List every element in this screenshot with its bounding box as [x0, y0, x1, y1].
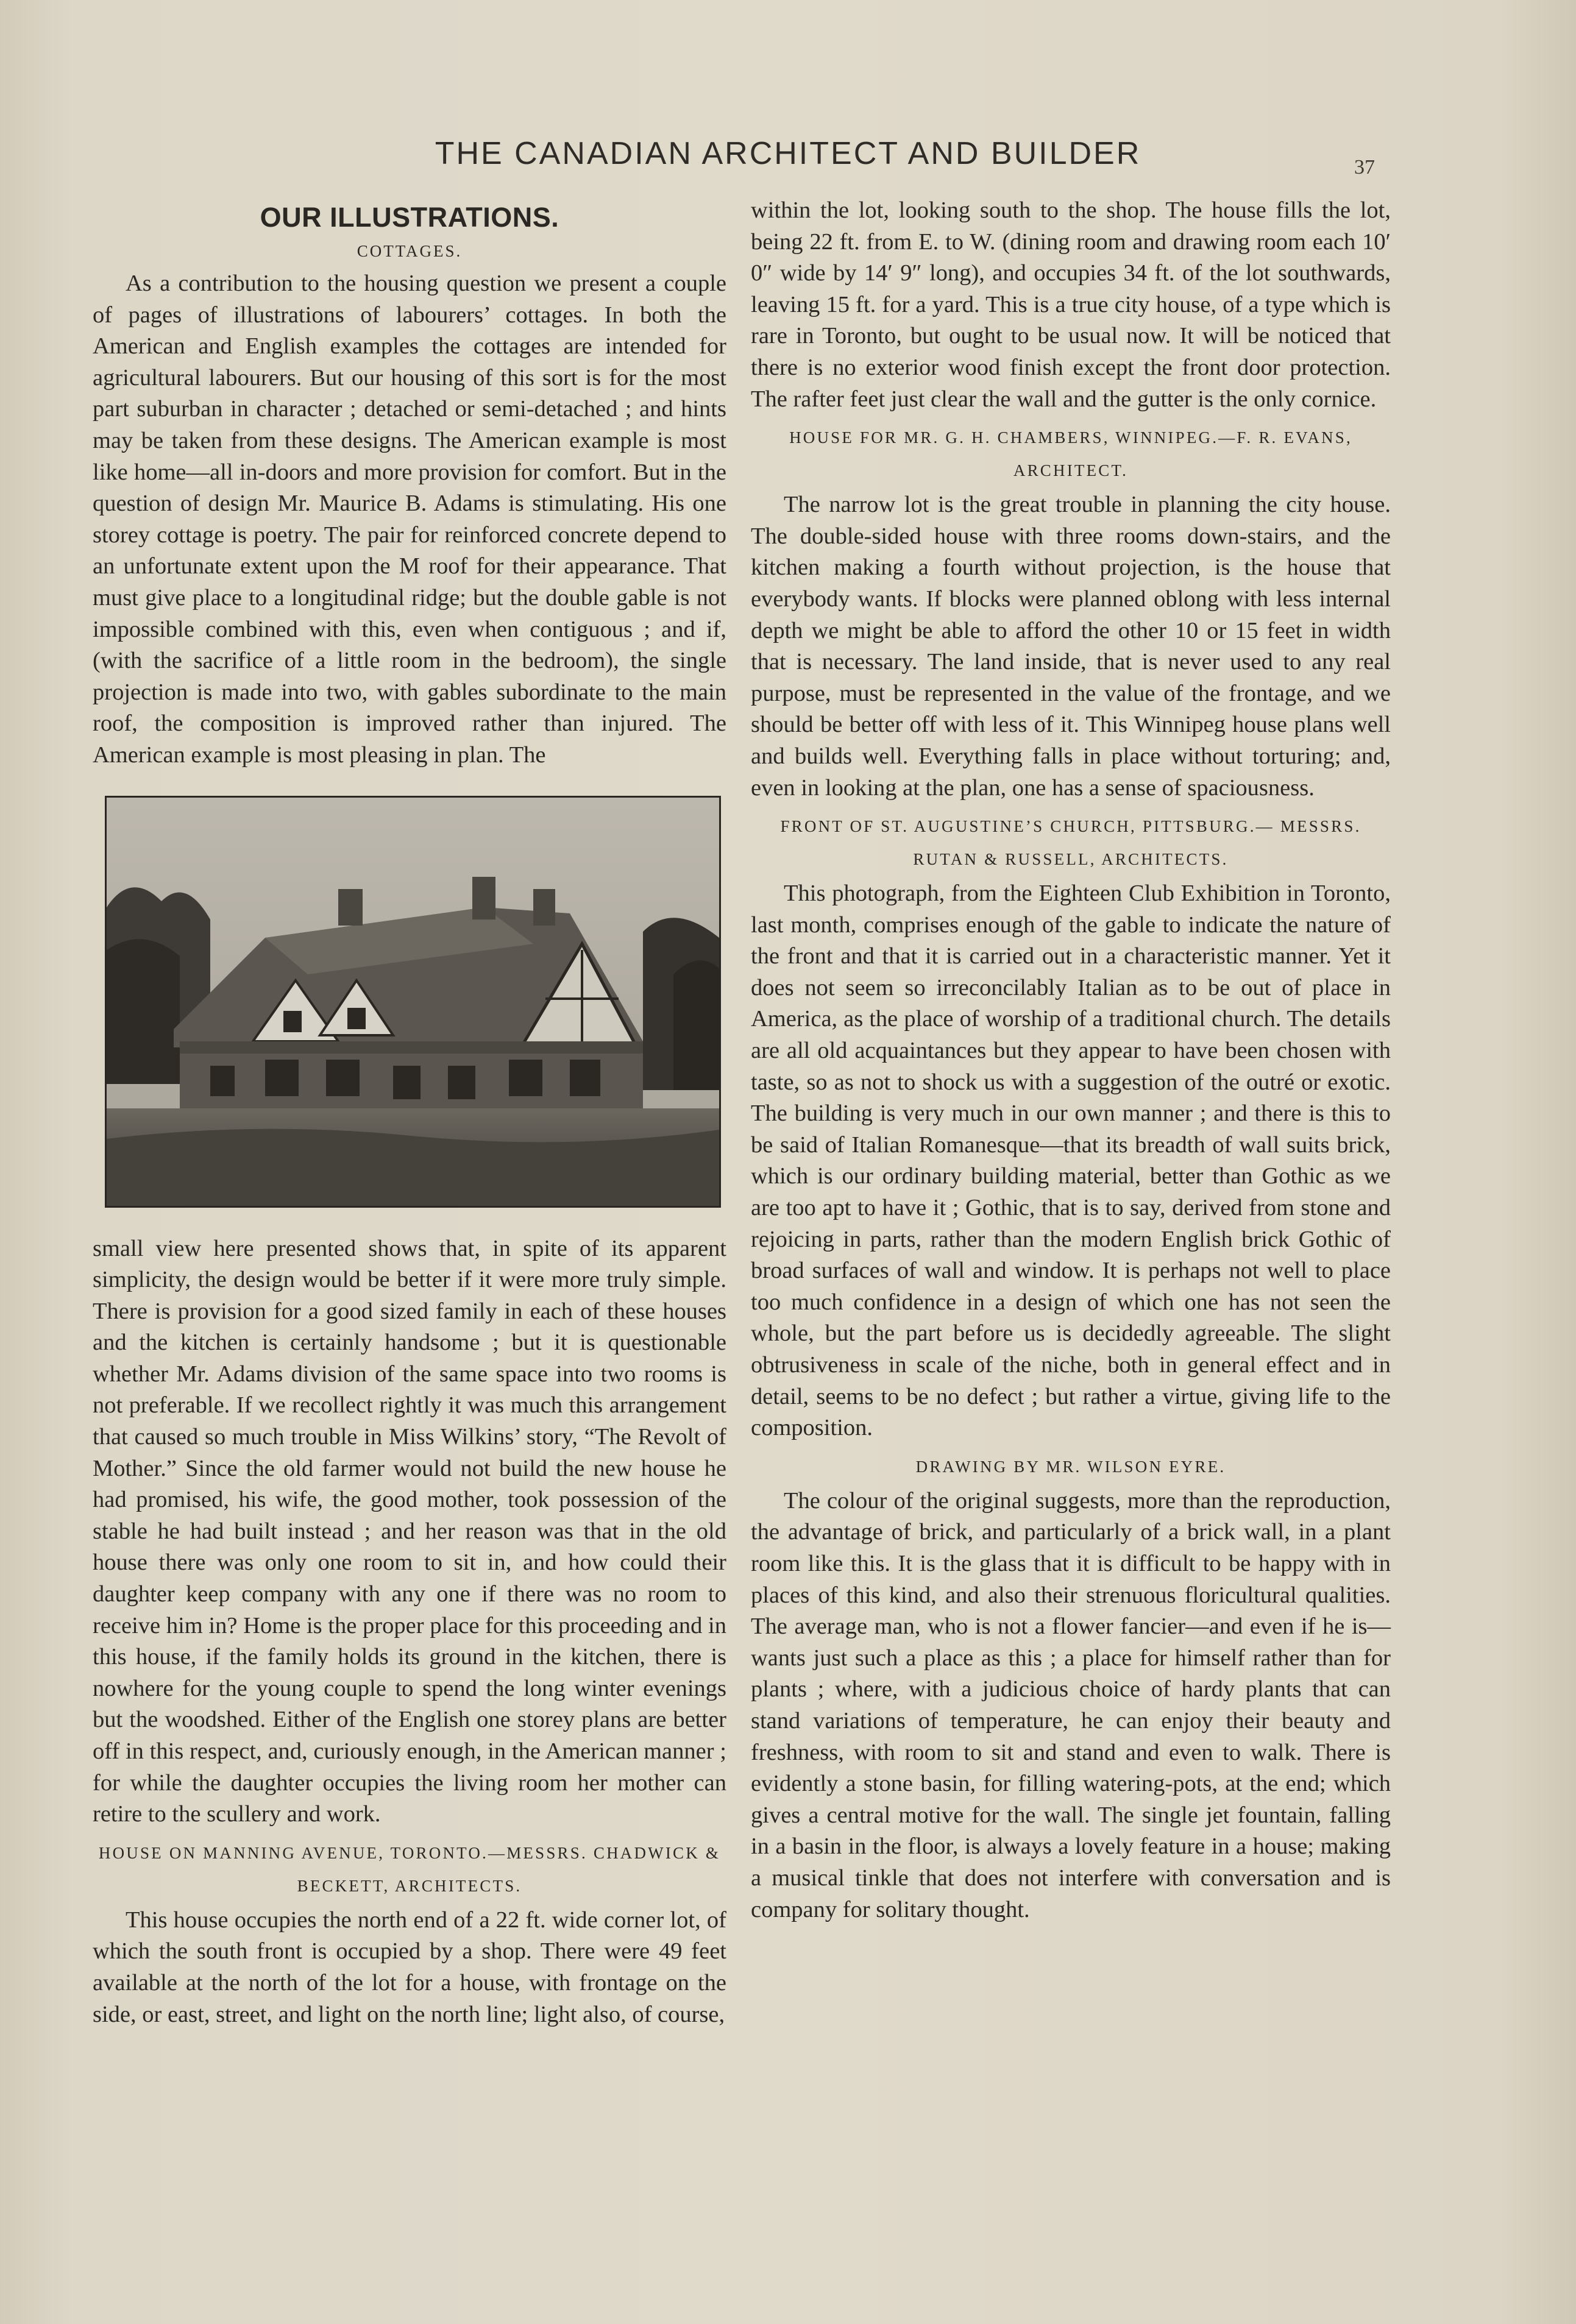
cottage-photo-image: [107, 798, 719, 1206]
running-title: THE CANADIAN ARCHITECT AND BUILDER: [435, 136, 1141, 171]
body-paragraph: The colour of the original suggests, more than the reproduction, the advantage of brick, and particularly of a brick wall, in a plant room like this. It is the glass that it is difficult to be happy with in places of this kind, and also their strenuous floricultural qualities. The average man, who is not a flower fancier—and even if he is—wants just such a place as this ; a place for himself rather than for plants ; where, with a judicious choice of hardy plants that can stand variations of temperature, he can enjoy their beauty and freshness, with room to sit and stand and even to walk. There is evidently a stone basin, for filling watering-pots, at the end; which gives a central motive for the wall. The single jet fountain, falling in a basin in the floor, is always a lovely feature in a house; making a musical tinkle that does not interfere with conversation and is company for solitary thought.: [751, 1487, 1391, 1922]
caption-wilson-eyre-drawing: DRAWING BY MR. WILSON EYRE.: [915, 1457, 1226, 1476]
caption-st-augustine-church: FRONT OF ST. AUGUSTINE’S CHURCH, PITTSBURG.— MESSRS. RUTAN & RUSSELL, ARCHITECTS.: [780, 817, 1361, 869]
page-number: 37: [1354, 156, 1375, 179]
caption-chambers-house: HOUSE FOR MR. G. H. CHAMBERS, WINNIPEG.—F. R. EVANS, ARCHITECT.: [789, 428, 1352, 480]
right-column: [751, 195, 1391, 1925]
section-title: OUR ILLUSTRATIONS.: [260, 202, 559, 233]
body-paragraph: This house occupies the north end of a 22 ft. wide corner lot, of which the south front is occupied by a shop. There were 49 feet available at the north of the lot for a house, with frontage on the side, or east, street, and light on the north line; light also, of course,: [93, 1907, 726, 2027]
body-paragraph: small view here presented shows that, in spite of its apparent simplicity, the design would be better if it were more truly simple. There is provision for a good sized family in each of these houses and the kitchen is certainly handsome ; but it is questionable whether Mr. Adams division of the same space into two rooms is not preferable. If we recollect rightly it was much this arrangement that caused so much trouble in Miss Wilkins’ story, “The Revolt of Mother.” Since the old farmer would not build the new house he had promised, his wife, the good mother, took possession of the stable he had built instead ; and her reason was that in the old house there was only one room to sit in, and how could their daughter keep company with any one if there was no room to receive him in? Home is the proper place for this proceeding and in this house, if the family holds its ground in the kitchen, there is nowhere for the young couple to spend the long winter evenings but the woodshed. Either of the English one storey plans are better off in this respect, and, curiously enough, in the American manner ; for while the daughter occupies the living room her mother can retire to the scullery and work.: [93, 1235, 726, 1827]
caption-manning-avenue: HOUSE ON MANNING AVENUE, TORONTO.—MESSRS. CHADWICK & BECKETT, ARCHITECTS.: [98, 1843, 721, 1895]
body-paragraph: This photograph, from the Eighteen Club Exhibition in Toronto, last month, comprises enough of the gable to indicate the nature of the front and that it is carried out in a characteristic manner. Yet it does not seem so irreconcilably Italian as to be out of place in America, as the place of worship of a traditional church. The details are all old acquaintances but they appear to have been chosen with taste, so as not to shock us with a suggestion of the outré or exotic. The building is very much in our own manner ; and there is this to be said of Italian Romanesque—that its breadth of wall suits brick, which is our ordinary building material, better than Gothic as we are too apt to have it ; Gothic, that is to say, derived from stone and rejoicing in parts, rather than the modern English brick Gothic of broad surfaces of wall and window. It is perhaps not well to place too much confidence in a design of which one has not seen the whole, but the part before us is decidedly agreeable. The slight obtrusiveness in scale of the niche, both in general effect and in detail, seems to be no defect ; but rather a virtue, giving life to the composition.: [751, 880, 1391, 1441]
left-column: [93, 195, 726, 2030]
body-paragraph: As a contribution to the housing question we present a couple of pages of illustrations of labourers’ cottages. In both the American and English examples the cottages are intended for agricultural labourers. But our housing of this sort is for the most part suburban in character ; detached or semi-detached ; and hints may be taken from these designs. The American example is most like home—all in-doors and more provision for comfort. But in the question of design Mr. Maurice B. Adams is stimulating. His one storey cottage is poetry. The pair for reinforced concrete depend to an unfortunate extent upon the M roof for their appearance. That must give place to a longitudinal ridge; but the double gable is not impossible combined with this, even when contiguous ; and if, (with the sacrifice of a little room in the bedroom), the single projection is made into two, with gables subordinate to the main roof, the composition is improved rather than injured. The American example is most pleasing in plan. The: [93, 271, 726, 768]
body-paragraph: The narrow lot is the great trouble in planning the city house. The double-sided house with three rooms down-stairs, and the kitchen making a fourth without projection, is the house that everybody wants. If blocks were planned oblong with less internal depth we might be able to afford the other 10 or 15 feet in width that is necessary. The land inside, that is never used to any real purpose, must be represented in the value of the frontage, and we should be better off with less of it. This Winnipeg house plans well and builds well. Everything falls in place without torturing; and, even in looking at the plan, one has a sense of spaciousness.: [751, 492, 1391, 801]
section-subtitle: COTTAGES.: [357, 242, 463, 260]
cottage-photo: [105, 796, 721, 1208]
body-paragraph: within the lot, looking south to the shop. The house fills the lot, being 22 ft. from E. to W. (dining room and drawing room each 10′ 0″ wide by 14′ 9″ long), and occupies 34 ft. of the lot southwards, leaving 15 ft. for a yard. This is a true city house, of a type which is rare in Toronto, but ought to be usual now. It will be noticed that there is no exterior wood finish except the front door protection. The rafter feet just clear the wall and the gutter is the only cornice.: [751, 197, 1391, 412]
